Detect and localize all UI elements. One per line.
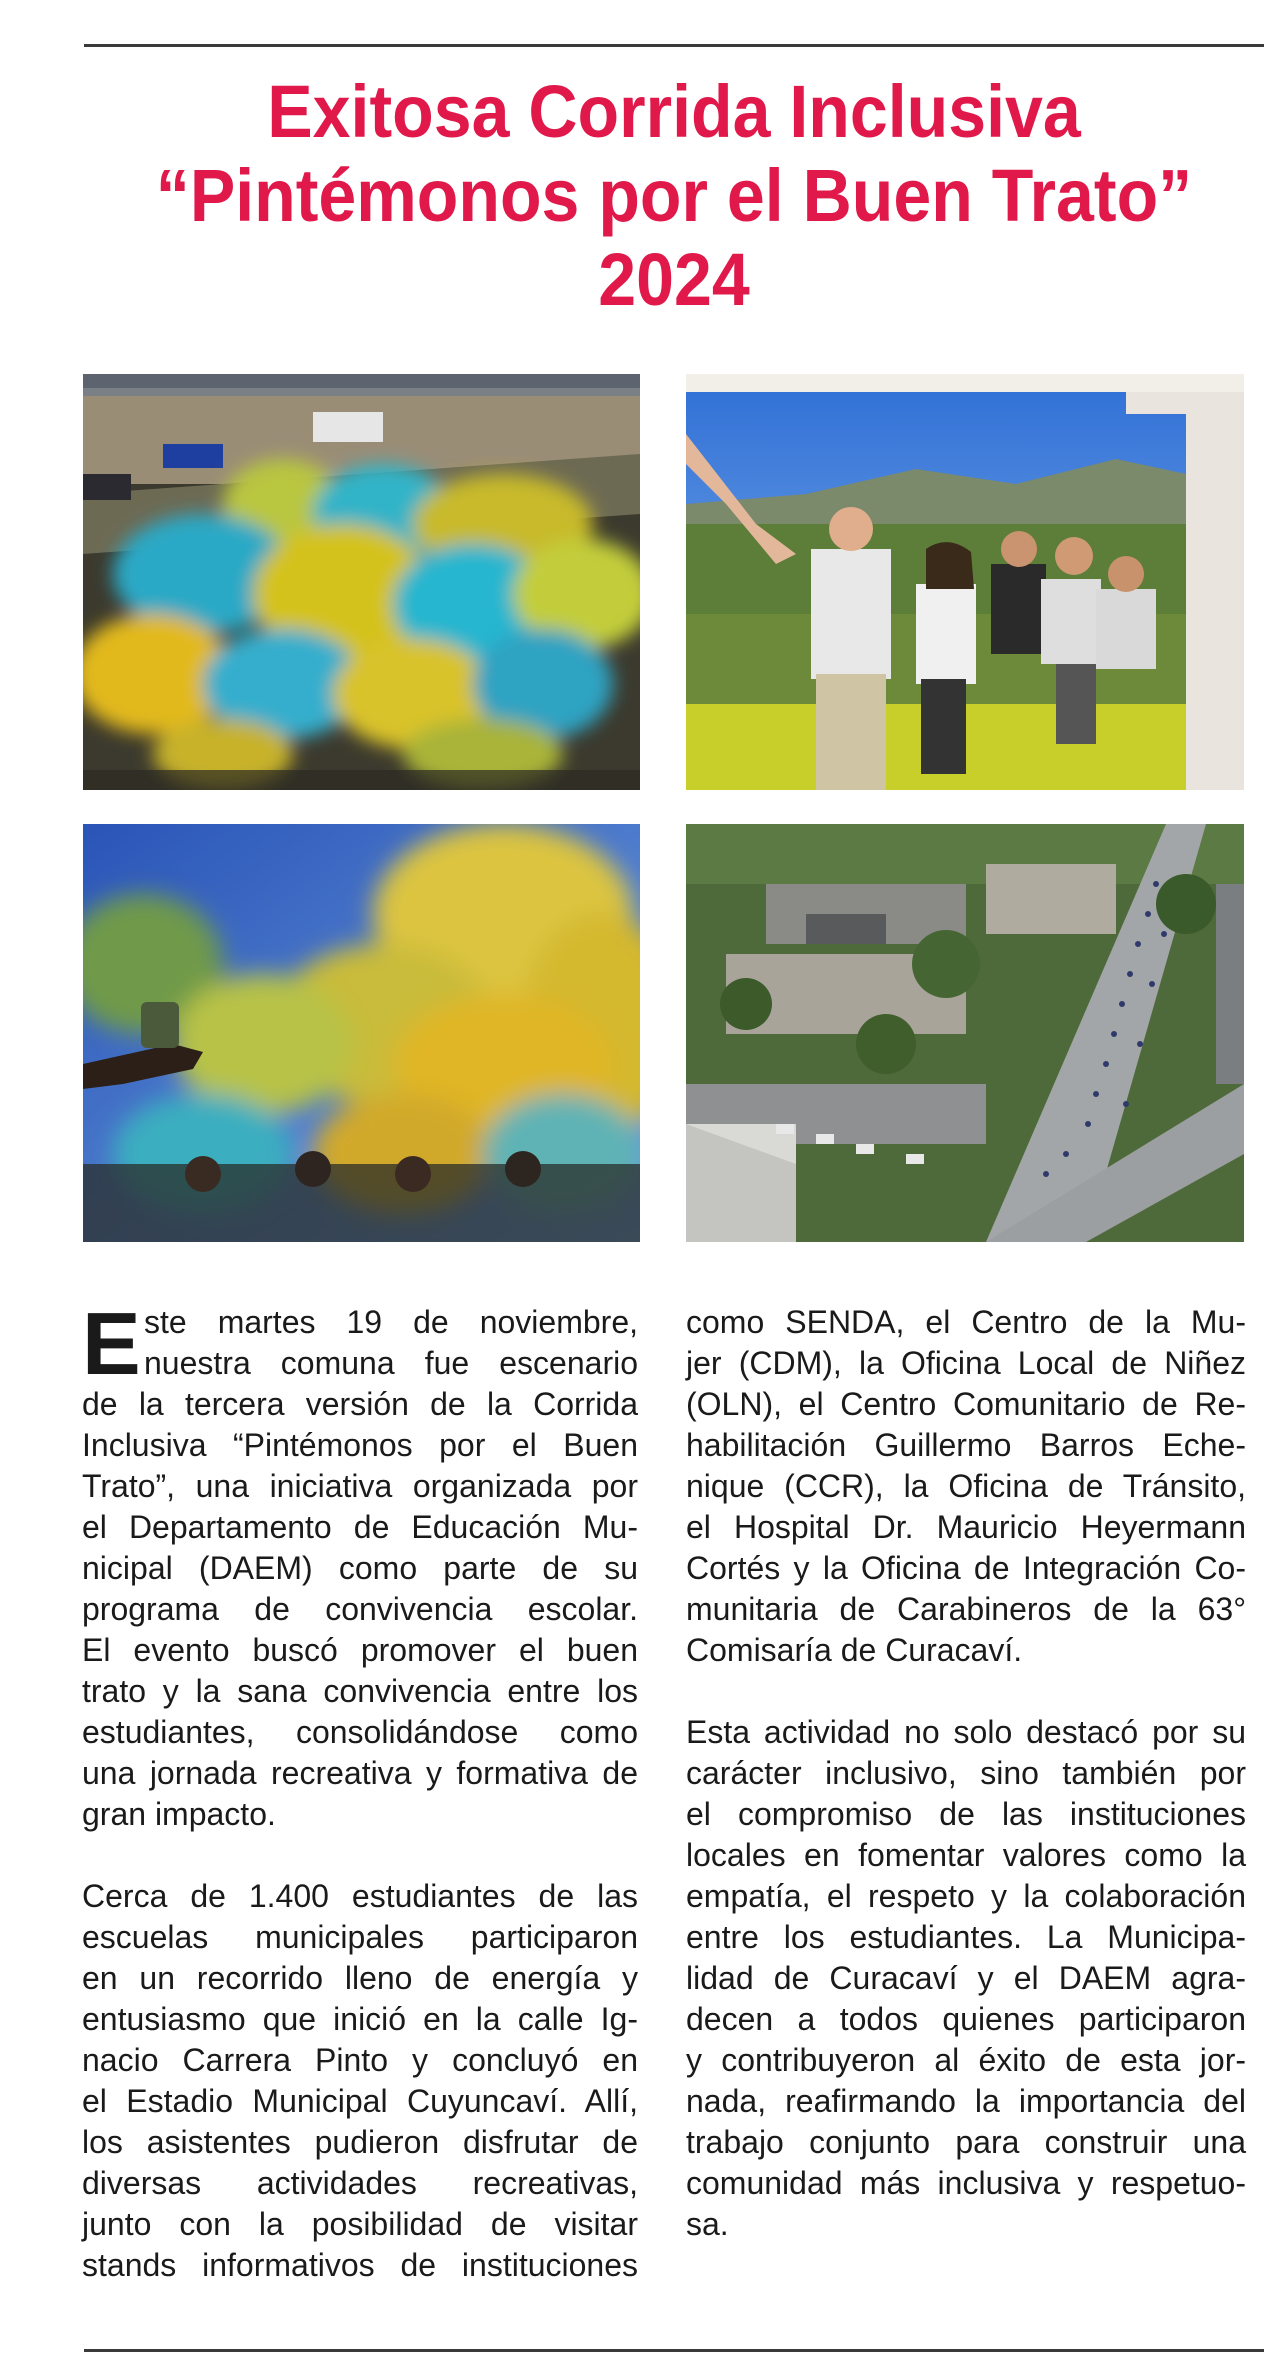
text-line: Cortés y la Oficina de Integración Co- bbox=[686, 1550, 1246, 1586]
text-line: los asistentes pudieron disfrutar de bbox=[82, 2124, 638, 2160]
text-line: entusiasmo que inició en la calle Ig- bbox=[82, 2001, 638, 2037]
text-line: empatía, el respeto y la colaboración bbox=[686, 1878, 1246, 1914]
photo-aerial-street-run bbox=[686, 824, 1244, 1242]
text-line: diversas actividades recreativas, bbox=[82, 2165, 638, 2201]
text-line: el Hospital Dr. Mauricio Heyermann bbox=[686, 1509, 1246, 1545]
text-line: nicipal (DAEM) como parte de su bbox=[82, 1550, 638, 1586]
text-line: de la tercera versión de la Corrida bbox=[82, 1386, 638, 1422]
headline-line-2: “Pintémonos por el Buen Trato” bbox=[155, 154, 1193, 237]
text-line: Comisaría de Curacaví. bbox=[686, 1632, 1023, 1668]
text-line: Cerca de 1.400 estudiantes de las bbox=[82, 1878, 638, 1914]
text-line: trato y la sana convivencia entre los bbox=[82, 1673, 638, 1709]
text-line: comunidad más inclusiva y respetuo- bbox=[686, 2165, 1246, 2201]
text-line: una jornada recreativa y formativa de bbox=[82, 1755, 638, 1791]
paragraph-2-continued bbox=[686, 1302, 1246, 1671]
photo-color-powder-crowd bbox=[83, 374, 640, 790]
text-line: escuelas municipales participaron bbox=[82, 1919, 638, 1955]
text-line: ste martes 19 de noviembre, bbox=[144, 1304, 638, 1340]
text-line: el compromiso de las instituciones bbox=[686, 1796, 1246, 1832]
text-line: el Estadio Municipal Cuyuncaví. Allí, bbox=[82, 2083, 638, 2119]
paragraph-3 bbox=[686, 1712, 1246, 2245]
text-line: nada, reafirmando la importancia del bbox=[686, 2083, 1246, 2119]
top-rule bbox=[84, 44, 1264, 47]
text-line: sa. bbox=[686, 2206, 729, 2242]
text-line: entre los estudiantes. La Municipa- bbox=[686, 1919, 1246, 1955]
photo-powder-burst bbox=[83, 824, 640, 1242]
text-line: Inclusiva “Pintémonos por el Buen bbox=[82, 1427, 638, 1463]
text-line: trabajo conjunto para construir una bbox=[686, 2124, 1246, 2160]
text-line: lidad de Curacaví y el DAEM agra- bbox=[686, 1960, 1246, 1996]
bottom-rule bbox=[84, 2349, 1264, 2352]
text-line: estudiantes, consolidándose como bbox=[82, 1714, 638, 1750]
paragraph-1-opening bbox=[82, 1294, 638, 1393]
text-line: en un recorrido lleno de energía y bbox=[82, 1960, 638, 1996]
photo-group-selfie-stadium bbox=[686, 374, 1244, 790]
article-column-left bbox=[82, 1294, 638, 2286]
text-line: nique (CCR), la Oficina de Tránsito, bbox=[686, 1468, 1246, 1504]
text-line: nacio Carrera Pinto y concluyó en bbox=[82, 2042, 638, 2078]
paragraph-2 bbox=[82, 1876, 638, 2286]
text-line: stands informativos de instituciones bbox=[82, 2247, 638, 2283]
headline bbox=[131, 70, 1217, 322]
text-line: nuestra comuna fue escenario bbox=[144, 1345, 638, 1381]
headline-line-3: 2024 bbox=[598, 238, 750, 321]
text-line: munitaria de Carabineros de la 63° bbox=[686, 1591, 1246, 1627]
text-line: como SENDA, el Centro de la Mu- bbox=[686, 1304, 1246, 1340]
text-line: habilitación Guillermo Barros Eche- bbox=[686, 1427, 1246, 1463]
text-line: jer (CDM), la Oficina Local de Niñez bbox=[686, 1345, 1246, 1381]
text-line: Esta actividad no solo destacó por su bbox=[686, 1714, 1246, 1750]
drop-cap: E bbox=[82, 1294, 141, 1393]
text-line: El evento buscó promover el buen bbox=[82, 1632, 638, 1668]
text-line: junto con la posibilidad de visitar bbox=[82, 2206, 638, 2242]
text-line: programa de convivencia escolar. bbox=[82, 1591, 638, 1627]
text-line: Trato”, una iniciativa organizada por bbox=[82, 1468, 638, 1504]
text-line: el Departamento de Educación Mu- bbox=[82, 1509, 638, 1545]
text-line: decen a todos quienes participaron bbox=[686, 2001, 1246, 2037]
text-line: locales en fomentar valores como la bbox=[686, 1837, 1246, 1873]
headline-line-1: Exitosa Corrida Inclusiva bbox=[267, 70, 1081, 153]
text-line: (OLN), el Centro Comunitario de Re- bbox=[686, 1386, 1246, 1422]
text-line: gran impacto. bbox=[82, 1796, 276, 1832]
paragraph-1 bbox=[82, 1384, 638, 1835]
text-line: carácter inclusivo, sino también por bbox=[686, 1755, 1246, 1791]
article-column-right bbox=[686, 1302, 1246, 2245]
text-line: y contribuyeron al éxito de esta jor- bbox=[686, 2042, 1246, 2078]
